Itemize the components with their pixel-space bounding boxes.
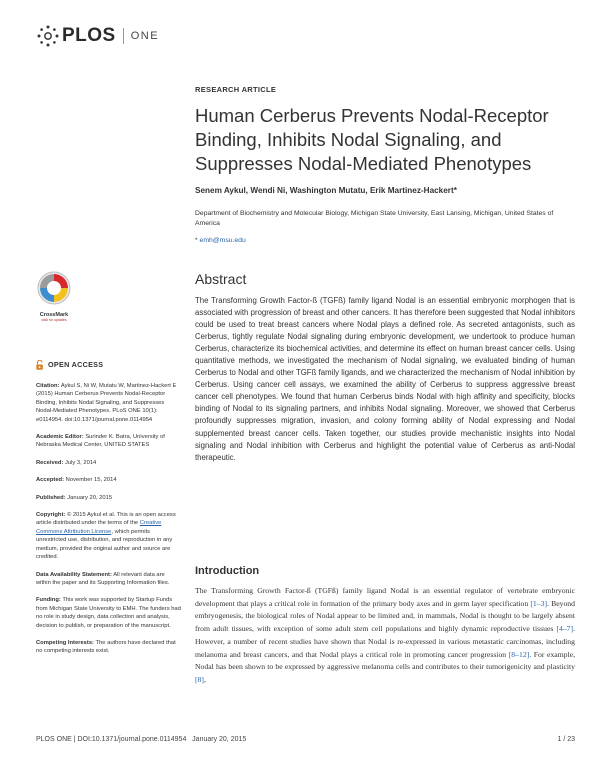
published-date: January 20, 2015 <box>67 494 113 501</box>
received-label: Received: <box>36 459 64 466</box>
plos-dots-icon <box>36 24 60 48</box>
corresponding-email <box>195 237 246 244</box>
received-block <box>36 459 181 467</box>
footer-citation: PLOS ONE | DOI:10.1371/journal.pone.0114954 January 20, 2015 <box>36 736 247 743</box>
data-availability-label: Data Availability Statement: <box>36 571 112 578</box>
accepted-block <box>36 476 181 484</box>
citation-text: Aykul S, Ni W, Mutatu W, Martinez-Hackert E (2015) Human Cerberus Prevents Nodal-Receptor Binding, Inhibits Nodal Signaling, and Suppresses Nodal-Mediated Phenotypes. PLoS ONE 10(1): e0114954. doi:10.1371/journal.pone.0114954 <box>36 383 177 423</box>
license-link[interactable]: Creative Commons Attribution License <box>36 520 162 535</box>
article-type: RESEARCH ARTICLE <box>195 85 277 94</box>
reference-link[interactable]: [8] <box>195 674 204 684</box>
intro-part-5: , <box>203 674 206 684</box>
copyright-block <box>36 511 181 561</box>
intro-part-1: The Transforming Growth Factor-ß (TGFß) family ligand Nodal is an essential regulator of vertebrate embryonic development that plays a critical role in formation of the primary body axes and in germ layer specification <box>195 586 575 608</box>
journal-sub: ONE <box>130 30 160 42</box>
open-access-label: OPEN ACCESS <box>48 359 104 369</box>
editor-block <box>36 433 181 450</box>
competing-interests-block <box>36 639 181 656</box>
email-marker: * <box>195 237 198 244</box>
received-date: July 3, 2014 <box>65 459 97 466</box>
funding-block <box>36 596 181 630</box>
abstract-heading: Abstract <box>195 271 247 287</box>
data-availability-block <box>36 571 181 588</box>
copyright-text-1: © 2015 Aykul et al. This is an open access article distributed under the terms of the <box>36 512 176 527</box>
affiliation: Department of Biochemistry and Molecular Biology, Michigan State University, East Lansing, Michigan, United States of America <box>195 210 554 227</box>
accepted-label: Accepted: <box>36 477 65 484</box>
accepted-date: November 15, 2014 <box>65 477 117 484</box>
editor-label: Academic Editor: <box>36 434 84 441</box>
journal-logo[interactable] <box>36 24 159 48</box>
competing-interests-text: The authors have declared that no competing interests exist. <box>36 639 176 655</box>
reference-link[interactable]: [1–3] <box>530 598 548 608</box>
introduction-heading: Introduction <box>195 565 260 577</box>
abstract-text: The Transforming Growth Factor-ß (TGFß) family ligand Nodal is an essential embryonic morphogen that is associated with progression of breast and other cancers. It has therefore been suggested that Nodal inhibitors could be used to treat breast cancers where Nodal plays a defined role. As secreted antagonists, such as Cerberus, tightly regulate Nodal signaling during embryonic development, we undertook to produce human Cerberus, characterize its biochemical activities, and determine its effect on human breast cancer cells. Using quantitative methods, we investigated the mechanism of Nodal signaling, we evaluated binding of human Cerberus to Nodal and other TGFß family ligands, and we characterized the mechanism of Nodal inhibition by Cerberus. Using cancer cell assays, we examined the ability of Cerberus to suppress aggressive breast cancer cell phenotypes. We found that human Cerberus binds Nodal with high affinity and specificity, blocks binding of Nodal to its signaling partners, and inhibits Nodal signaling. Moreover, we showed that Cerberus profoundly suppresses migration, invasion, and colony forming ability of Nodal expressing and Nodal supplemented breast cancer cells. Taken together, our studies provide mechanistic insights into Nodal signaling and Nodal inhibition with Cerberus and highlight the potential value of Cerberus as anti-Nodal therapeutic. <box>195 296 575 462</box>
editor-text: Surinder K. Batra, University of Nebraska Medical Center, UNITED STATES <box>36 434 165 449</box>
intro-part-4: . For example, Nodal has been shown to be expressed by aggressive melanoma cells and contributes to their tumorigenicity and plasticity <box>195 649 575 672</box>
journal-name: PLOS <box>62 25 116 46</box>
reference-link[interactable]: [4–7] <box>556 624 574 634</box>
funding-text: This work was supported by Startup Funds from Michigan State University to EMH. The funders had no role in study design, data collection and analysis, decision to publish, or preparation of the manuscript. <box>36 597 181 629</box>
reference-link[interactable]: [8–12] <box>508 649 530 659</box>
article-title: Human Cerberus Prevents Nodal-Receptor Binding, Inhibits Nodal Signaling, and Suppresses Nodal-Mediated Phenotypes <box>195 105 549 174</box>
funding-label: Funding: <box>36 597 61 604</box>
copyright-label: Copyright: <box>36 512 66 519</box>
crossmark-icon <box>36 270 72 306</box>
citation-block <box>36 382 181 424</box>
intro-part-2: . Beyond embryogenesis, the biological roles of Nodal appear to be limited and, in mammals, Nodal is thought to be largely absent from adult tissues, with exception of some adult stem cell populations and highly dynamic reproductive tissues <box>195 598 575 634</box>
page-footer <box>36 736 575 743</box>
intro-part-3: . However, a number of recent studies have shown that Nodal is re-expressed in various metastatic carcinomas, including melanoma and breast cancers, and that Nodal plays a critical role in promoting cancer progression <box>195 624 575 659</box>
crossmark-label: CrossMark <box>39 312 69 318</box>
logo-divider <box>123 28 124 44</box>
introduction-text <box>195 585 575 687</box>
citation-label: Citation: <box>36 383 60 389</box>
data-availability-text: All relevant data are within the paper and its Supporting Information files. <box>36 571 170 586</box>
crossmark-sub: click for updates <box>41 318 67 322</box>
published-block <box>36 494 181 502</box>
copyright-text-2: , which permits unrestricted use, distribution, and reproduction in any medium, provided the original author and source are credited. <box>36 528 173 561</box>
published-label: Published: <box>36 494 66 501</box>
email-link[interactable]: emh@msu.edu <box>199 237 246 244</box>
open-access-badge <box>36 360 181 370</box>
page-number: 1 / 23 <box>557 736 575 743</box>
author-list: Senem Aykul, Wendi Ni, Washington Mutatu, Erik Martinez-Hackert* <box>195 186 457 195</box>
competing-interests-label: Competing Interests: <box>36 639 94 646</box>
open-lock-icon <box>36 360 44 370</box>
crossmark-badge[interactable] <box>36 270 72 322</box>
article-info-sidebar <box>36 360 181 665</box>
